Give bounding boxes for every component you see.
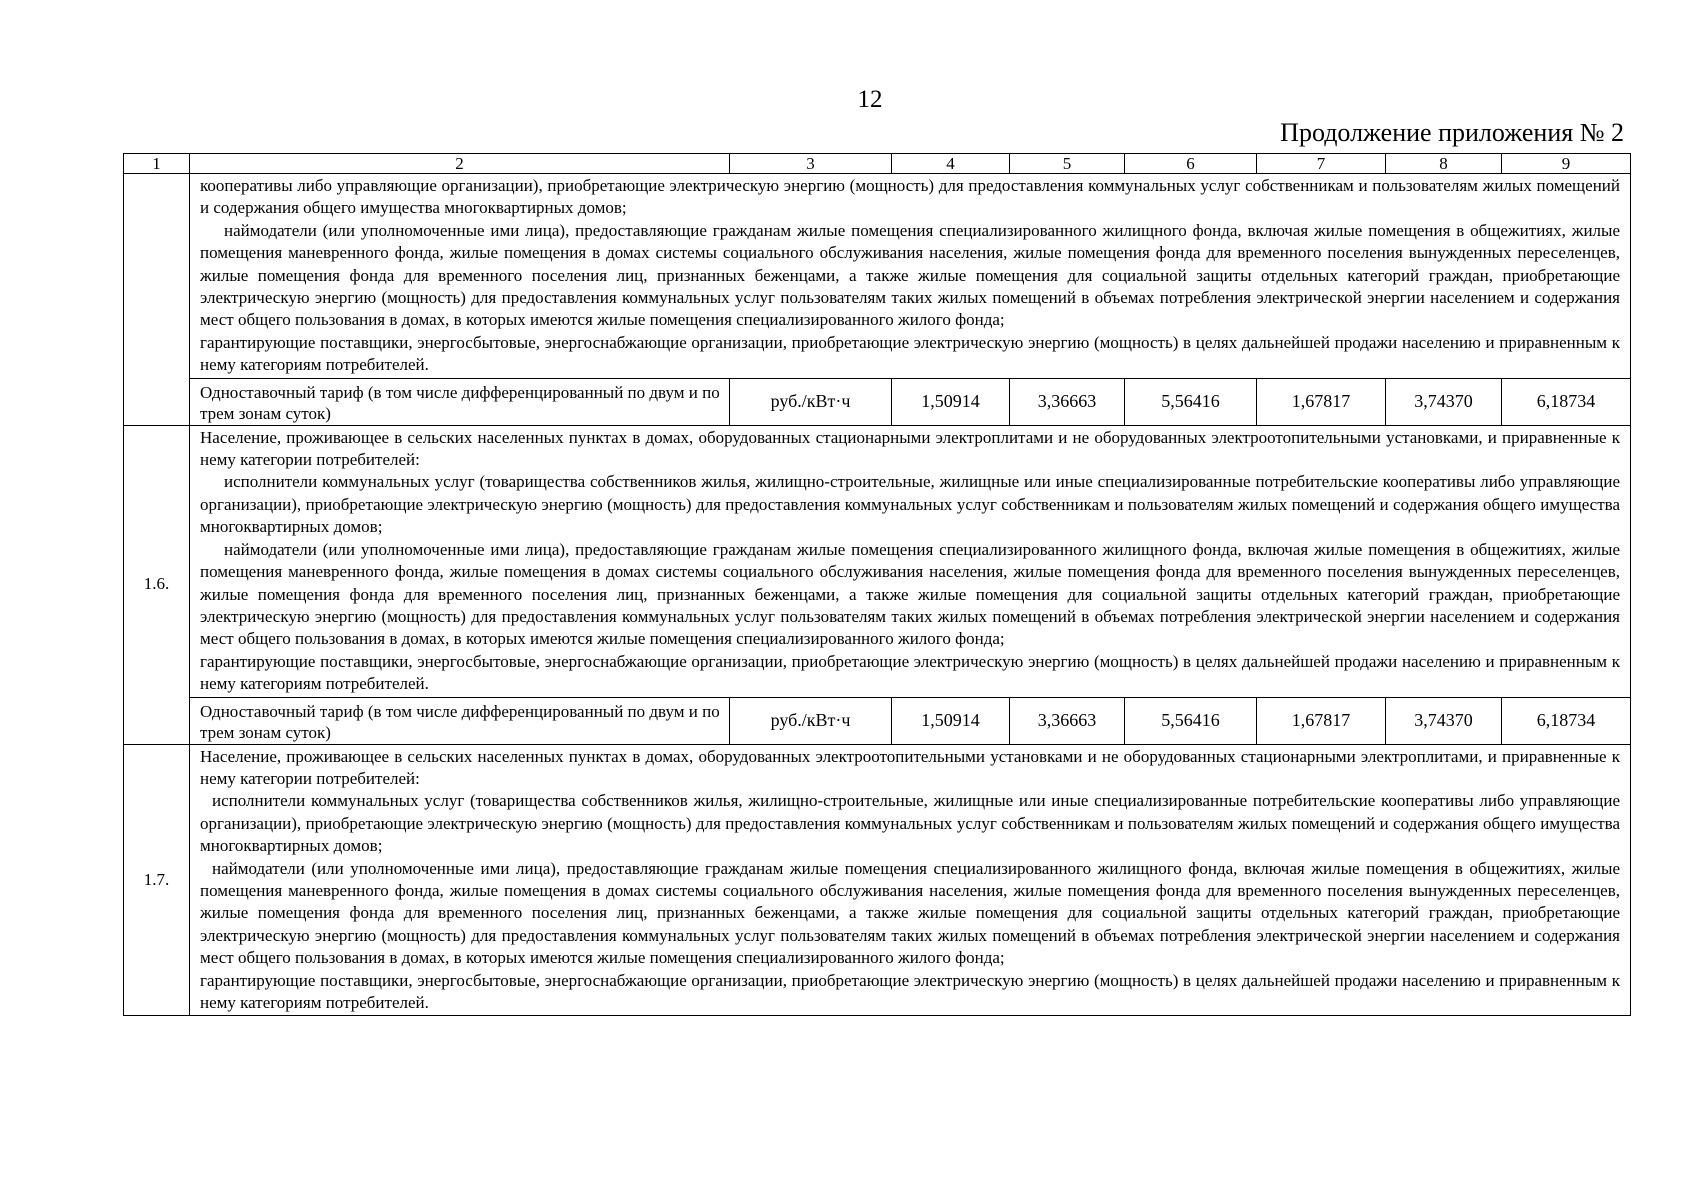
consumer-description: [190, 425, 1631, 697]
tariff-unit: руб./кВт·ч: [730, 697, 892, 744]
tariff-value: 6,18734: [1502, 697, 1631, 744]
col-header-9: 9: [1502, 154, 1631, 174]
tariff-table: [123, 153, 1631, 1016]
page-number: 12: [857, 86, 883, 113]
description-paragraph: гарантирующие поставщики, энергосбытовые, энергоснабжающие организации, приобретающие электрическую энергию (мощность) в целях дальнейшей продажи населению и приравненным к нему категориям потребителей.: [200, 651, 1620, 694]
table-row: [124, 744, 1631, 1016]
description-paragraph: наймодатели (или уполномоченные ими лица), предоставляющие гражданам жилые помещения специализированного жилищного фонда, включая жилые помещения в общежитиях, жилые помещения маневренного фонда, жилые помещения в домах системы социального обслуживания населения, жилые помещения фонда для временного поселения вынужденных переселенцев, жилые помещения фонда для временного поселения лиц, признанных беженцами, а также жилые помещения для социальной защиты отдельных категорий граждан, приобретающие электрическую энергию (мощность) для предоставления коммунальных услуг пользователям таких жилых помещений в объемах потребления электрической энергии населением и содержания мест общего пользования в домах, в которых имеются жилые помещения специализированного жилого фонда;: [200, 858, 1620, 968]
tariff-value: 3,74370: [1386, 378, 1502, 425]
column-number-row: [124, 154, 1631, 174]
description-paragraph: гарантирующие поставщики, энергосбытовые, энергоснабжающие организации, приобретающие электрическую энергию (мощность) в целях дальнейшей продажи населению и приравненным к нему категориям потребителей.: [200, 332, 1620, 375]
consumer-description: [190, 174, 1631, 379]
tariff-row: [124, 697, 1631, 744]
tariff-value: 5,56416: [1125, 697, 1257, 744]
col-header-5: 5: [1010, 154, 1125, 174]
tariff-unit: руб./кВт·ч: [730, 378, 892, 425]
row-number: 1.6.: [124, 425, 190, 744]
col-header-7: 7: [1257, 154, 1386, 174]
description-paragraph: исполнители коммунальных услуг (товарищества собственников жилья, жилищно-строительные, жилищные или иные специализированные потребительские кооперативы либо управляющие организации), приобретающие электрическую энергию (мощность) для предоставления коммунальных услуг собственникам и пользователям жилых помещений и содержания общего имущества многоквартирных домов;: [200, 472, 1620, 537]
appendix-title: Продолжение приложения № 2: [1280, 118, 1624, 147]
tariff-value: 1,67817: [1257, 697, 1386, 744]
tariff-value: 1,50914: [892, 378, 1010, 425]
description-paragraph: гарантирующие поставщики, энергосбытовые, энергоснабжающие организации, приобретающие электрическую энергию (мощность) в целях дальнейшей продажи населению и приравненным к нему категориям потребителей.: [200, 970, 1620, 1012]
table-row: [124, 174, 1631, 379]
col-header-3: 3: [730, 154, 892, 174]
tariff-value: 3,36663: [1010, 697, 1125, 744]
tariff-row: [124, 378, 1631, 425]
description-paragraph: Население, проживающее в сельских населенных пунктах в домах, оборудованных электроотопительными установками и не оборудованных стационарными электроплитами, и приравненные к нему категории потребителей:: [200, 746, 1620, 788]
tariff-value: 1,50914: [892, 697, 1010, 744]
tariff-value: 3,36663: [1010, 378, 1125, 425]
tariff-name: Одноставочный тариф (в том числе дифференцированный по двум и по трем зонам суток): [190, 697, 730, 744]
table-row: [124, 425, 1631, 697]
description-paragraph: Население, проживающее в сельских населенных пунктах в домах, оборудованных стационарными электроплитами и не оборудованных электроотопительными установками, и приравненные к нему категории потребителей:: [200, 427, 1620, 470]
tariff-value: 6,18734: [1502, 378, 1631, 425]
description-paragraph: исполнители коммунальных услуг (товарищества собственников жилья, жилищно-строительные, жилищные или иные специализированные потребительские кооперативы либо управляющие организации), приобретающие электрическую энергию (мощность) для предоставления коммунальных услуг собственникам и пользователям жилых помещений и содержания общего имущества многоквартирных домов;: [200, 791, 1620, 856]
description-paragraph: наймодатели (или уполномоченные ими лица), предоставляющие гражданам жилые помещения специализированного жилищного фонда, включая жилые помещения в общежитиях, жилые помещения маневренного фонда, жилые помещения в домах системы социального обслуживания населения, жилые помещения фонда для временного поселения вынужденных переселенцев, жилые помещения фонда для временного поселения лиц, признанных беженцами, а также жилые помещения для социальной защиты отдельных категорий граждан, приобретающие электрическую энергию (мощность) для предоставления коммунальных услуг пользователям таких жилых помещений в объемах потребления электрической энергии населением и содержания мест общего пользования в домах, в которых имеются жилые помещения специализированного жилого фонда;: [200, 539, 1620, 649]
tariff-value: 5,56416: [1125, 378, 1257, 425]
col-header-6: 6: [1125, 154, 1257, 174]
col-header-8: 8: [1386, 154, 1502, 174]
description-paragraph: наймодатели (или уполномоченные ими лица), предоставляющие гражданам жилые помещения специализированного жилищного фонда, включая жилые помещения в общежитиях, жилые помещения маневренного фонда, жилые помещения в домах системы социального обслуживания населения, жилые помещения фонда для временного поселения вынужденных переселенцев, жилые помещения фонда для временного поселения лиц, признанных беженцами, а также жилые помещения для социальной защиты отдельных категорий граждан, приобретающие электрическую энергию (мощность) для предоставления коммунальных услуг пользователям таких жилых помещений в объемах потребления электрической энергии населением и содержания мест общего пользования в домах, в которых имеются жилые помещения специализированного жилого фонда;: [200, 220, 1620, 330]
tariff-name: Одноставочный тариф (в том числе дифференцированный по двум и по трем зонам суток): [190, 378, 730, 425]
tariff-value: 1,67817: [1257, 378, 1386, 425]
row-number: [124, 174, 190, 426]
row-number: 1.7.: [124, 744, 190, 1016]
col-header-1: 1: [124, 154, 190, 174]
consumer-description: [190, 744, 1631, 1016]
col-header-2: 2: [190, 154, 730, 174]
col-header-4: 4: [892, 154, 1010, 174]
description-paragraph: кооперативы либо управляющие организации), приобретающие электрическую энергию (мощность) для предоставления коммунальных услуг собственникам и пользователям жилых помещений и содержания общего имущества многоквартирных домов;: [200, 176, 1620, 218]
tariff-value: 3,74370: [1386, 697, 1502, 744]
